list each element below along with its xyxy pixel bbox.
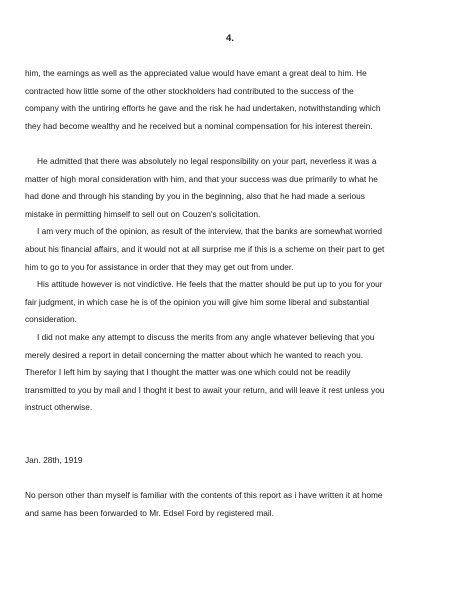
text-line: company with the untiring efforts he gave and the risk he had undertaken, notwithstanding which	[25, 103, 381, 114]
paragraph	[25, 223, 455, 276]
text-line: about his financial affairs, and it would not at all surprise me if this is a scheme on their part to get	[25, 243, 385, 254]
text-line: and same has been forwarded to Mr. Edsel Ford by registered mail.	[25, 507, 274, 518]
text-line: contracted how little some of the other stockholders had contributed to the success of the	[25, 85, 354, 96]
text-line: him, the earnings as well as the appreciated value would have emant a great deal to him. He	[25, 68, 367, 78]
paragraph-spacer	[25, 135, 455, 153]
paragraph-spacer	[25, 417, 455, 452]
text-line: Therefor I left him by saying that I thought the matter was one which could not be readily	[25, 367, 351, 378]
text-line: No person other than myself is familiar with the contents of this report as i have written it at home	[25, 490, 383, 501]
paragraph	[25, 65, 455, 135]
text-line: they had become wealthy and he received but a nominal compensation for his interest therein.	[25, 120, 373, 131]
text-line: merely desired a report in detail concerning the matter about which he wanted to reach you.	[25, 349, 364, 360]
text-line: mistake in permitting himself to sell out on Couzen's solicitation.	[25, 208, 261, 219]
text-line: He admitted that there was absolutely no legal responsibility on your part, neverless it was a	[37, 155, 377, 166]
text-line: transmitted to you by mail and I thoght it best to await your return, and will leave it rest unless you	[25, 384, 385, 395]
document-body	[25, 65, 455, 522]
text-line: had done and through his standing by you in the beginning, also that he had made a serious	[25, 191, 365, 202]
text-line: I am very much of the opinion, as result of the interview, that the banks are somewhat worried	[37, 226, 382, 237]
text-line: fair judgment, in which case he is of the opinion you will give him some liberal and substantial	[25, 296, 370, 307]
letter-date: Jan. 28th, 1919	[25, 454, 83, 465]
text-line: him to go to you for assistance in order that they may get out from under.	[25, 261, 294, 272]
paragraph	[25, 153, 455, 223]
paragraph	[25, 329, 455, 417]
text-line: instruct otherwise.	[25, 402, 93, 413]
text-line: I did not make any attempt to discuss the merits from any angle whatever believing that you	[37, 331, 375, 342]
text-line: His attitude however is not vindictive. He feels that the matter should be put up to you for your	[37, 279, 383, 290]
paragraph	[25, 276, 455, 329]
paragraph-spacer	[25, 469, 455, 487]
text-line: matter of high moral consideration with him, and that your success was due primarily to what he	[25, 173, 378, 184]
page-number: 4.	[226, 33, 234, 44]
closing-paragraph	[25, 487, 455, 522]
text-line: consideration.	[25, 314, 77, 325]
